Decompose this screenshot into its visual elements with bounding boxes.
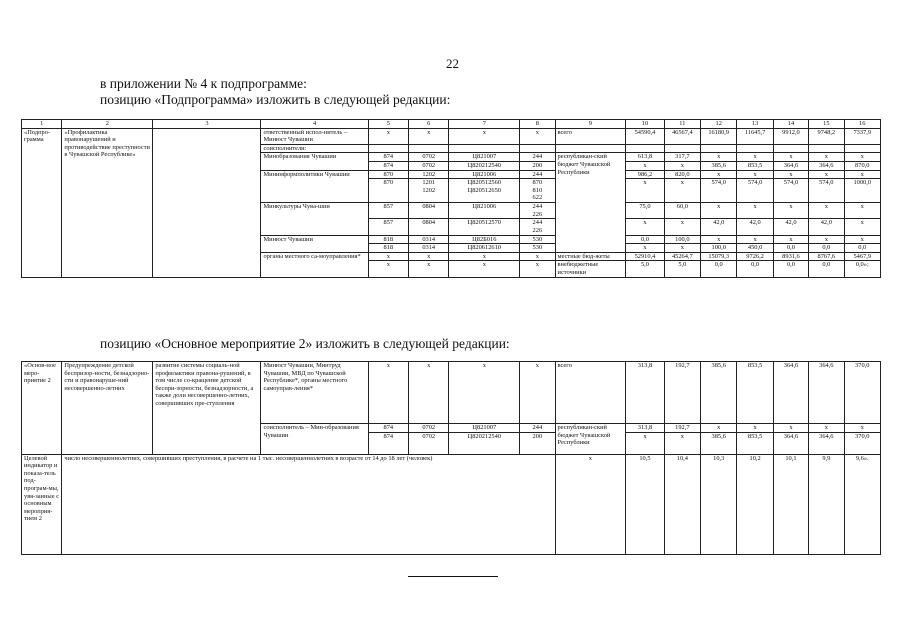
cell: x	[844, 235, 881, 244]
cell: 853,5	[737, 161, 773, 170]
coexecutor-minkult: Минкультуры Чува-шии	[261, 203, 368, 235]
cell: 42,0	[809, 219, 844, 235]
cell: 818	[368, 244, 408, 253]
main-activity-table	[21, 361, 881, 555]
cell: 1202	[409, 170, 449, 179]
cell: 45264,7	[664, 252, 700, 261]
cell: 364,6	[773, 432, 808, 454]
funding-source: всего	[555, 362, 626, 424]
cell: x	[626, 432, 664, 454]
cell: x	[701, 203, 737, 219]
cell: 317,7	[664, 153, 700, 162]
cell: x	[664, 432, 700, 454]
cell: 7337,9	[844, 128, 881, 144]
cell: Ц820512570	[449, 219, 520, 235]
cell: 5467,9	[844, 252, 881, 261]
coexecutor-minjust: Минюст Чувашии	[261, 235, 368, 252]
cell: 42,0	[773, 219, 808, 235]
funding-source: внебюджетные источники	[555, 261, 626, 277]
cell: x	[626, 244, 664, 253]
funding-source: республикан-ский бюджет Чувашской Республики	[555, 153, 626, 252]
cell: 870	[368, 170, 408, 179]
cell: 0702	[409, 161, 449, 170]
funding-source: местные бюд-жеты	[555, 252, 626, 261]
cell: x	[520, 128, 555, 144]
subprogram-table	[21, 119, 881, 278]
cell: 874	[368, 432, 408, 454]
cell: 613,8	[626, 153, 664, 162]
cell: 46567,4	[664, 128, 700, 144]
cell: 1000,0	[844, 179, 881, 203]
cell: 8767,6	[809, 252, 844, 261]
table-row	[22, 362, 881, 424]
cell: 364,6	[809, 432, 844, 454]
cell: 16180,9	[701, 128, 737, 144]
cell: 870	[368, 179, 408, 203]
header-cell: 7	[449, 120, 520, 129]
cell: x	[701, 235, 737, 244]
cell: 9726,2	[737, 252, 773, 261]
cell: x	[737, 170, 773, 179]
cell: 10,4	[664, 454, 700, 554]
cell: 10,5	[626, 454, 664, 554]
cell: 313,8	[626, 362, 664, 424]
cell: 530	[520, 244, 555, 253]
cell: x	[844, 153, 881, 162]
cell: x	[773, 170, 808, 179]
cell: 9,6».	[844, 454, 881, 554]
cell: x	[844, 170, 881, 179]
cell: 853,5	[737, 432, 773, 454]
cell: 364,6	[773, 161, 808, 170]
cell: 0,0	[626, 235, 664, 244]
header-cell: 6	[409, 120, 449, 129]
cell: 364,6	[773, 362, 808, 424]
cell: 0,0	[701, 261, 737, 277]
table-row	[22, 128, 881, 144]
coexecutor-minobr: Минобразования Чувашии	[261, 153, 368, 170]
coexecutor-minobr: соисполнитель – Мин-образования Чувашии	[261, 424, 368, 455]
cell: x	[449, 128, 520, 144]
cell: 313,8	[626, 424, 664, 433]
cell: 385,6	[701, 161, 737, 170]
responsible-executor: Минюст Чувашии, Минтруд Чувашии, МВД по Чувашской Республике*, органы местного самоуправ-ления*	[261, 362, 368, 424]
header-cell: 9	[555, 120, 626, 129]
cell: x	[409, 362, 449, 424]
cell: 5,0	[664, 261, 700, 277]
cell: 0,0	[844, 244, 881, 253]
cell: 244 226	[520, 203, 555, 219]
cell: x	[701, 170, 737, 179]
footer-rule	[408, 576, 498, 577]
cell: 75,0	[626, 203, 664, 219]
activity-goal: развитие системы социаль-ной профилактики правона-рушений, в том числе со-кращение детской беспри-зорности, безнадзорности, а также доли несовершенно-летних, совершивших пре-ступления	[153, 362, 261, 455]
cell: Ц82Б016	[449, 235, 520, 244]
cell: x	[626, 179, 664, 203]
cell: 986,2	[626, 170, 664, 179]
indicator-row	[22, 454, 881, 554]
header-cell: 4	[261, 120, 368, 129]
cell: 0314	[409, 235, 449, 244]
subprogram-goal	[153, 128, 261, 277]
cell: 42,0	[737, 219, 773, 235]
cell: x	[409, 252, 449, 261]
cell: x	[409, 128, 449, 144]
page-number: 22	[446, 56, 459, 71]
header-cell: 2	[62, 120, 153, 129]
cell: 9912,0	[773, 128, 808, 144]
cell: 192,7	[664, 424, 700, 433]
cell: Ц820612610	[449, 244, 520, 253]
responsible-executor: ответственный испол-нитель – Минюст Чувашии	[261, 128, 368, 144]
cell: x	[773, 153, 808, 162]
coexecutors-label: соисполнители:	[261, 144, 368, 153]
cell: Ц821006	[449, 203, 520, 219]
cell: 874	[368, 424, 408, 433]
header-cell: 8	[520, 120, 555, 129]
cell: x	[844, 424, 881, 433]
cell: 870 810 622	[520, 179, 555, 203]
cell: 244 226	[520, 219, 555, 235]
intro-line-2: позицию «Подпрограмма» изложить в следующей редакции:	[100, 92, 451, 107]
cell: x	[368, 128, 408, 144]
cell: 0,0»;	[844, 261, 881, 277]
subprogram-name: «Профилактика правонарушений и противодействие преступности в Чувашской Республике»	[62, 128, 153, 277]
cell: 857	[368, 219, 408, 235]
cell: 857	[368, 203, 408, 219]
cell: 10,3	[701, 454, 737, 554]
cell: 15079,3	[701, 252, 737, 261]
header-cell: 14	[773, 120, 808, 129]
cell: Ц820212540	[449, 432, 520, 454]
cell: 9,9	[809, 454, 844, 554]
cell: 60,0	[664, 203, 700, 219]
cell: 244	[520, 424, 555, 433]
intro-line-3: позицию «Основное мероприятие 2» изложить в следующей редакции:	[100, 336, 510, 351]
cell: x	[664, 161, 700, 170]
cell: 385,6	[701, 432, 737, 454]
cell: Ц821007	[449, 424, 520, 433]
local-government: органы местного са-моуправления*	[261, 252, 368, 277]
cell: x	[701, 424, 737, 433]
indicator-label: Целевой индикатор и показа-тель под-програм-мы, увя-занные с основным мероприя-тием 2	[22, 454, 62, 554]
cell: 100,0	[664, 235, 700, 244]
cell: 0804	[409, 203, 449, 219]
cell: x	[737, 203, 773, 219]
cell: 0,0	[773, 244, 808, 253]
cell: x	[520, 252, 555, 261]
header-cell: 16	[844, 120, 881, 129]
cell: 244	[520, 170, 555, 179]
cell: x	[773, 235, 808, 244]
funding-source: республикан-ский бюджет Чувашской Республики	[555, 424, 626, 455]
cell: 8931,6	[773, 252, 808, 261]
cell: 574,0	[737, 179, 773, 203]
cell: 870,0	[844, 161, 881, 170]
cell: x	[773, 424, 808, 433]
header-cell: 12	[701, 120, 737, 129]
cell: Ц821006	[449, 170, 520, 179]
cell: x	[664, 244, 700, 253]
cell: Ц821007	[449, 153, 520, 162]
cell: 5,0	[626, 261, 664, 277]
cell: x	[737, 235, 773, 244]
cell: 0804	[409, 219, 449, 235]
header-cell: 10	[626, 120, 664, 129]
cell: x	[368, 362, 408, 424]
cell: x	[844, 203, 881, 219]
subprogram-label: «Подпро-грамма	[22, 128, 62, 277]
cell: 574,0	[701, 179, 737, 203]
cell: x	[626, 219, 664, 235]
cell: x	[737, 424, 773, 433]
cell: x	[809, 424, 844, 433]
cell: x	[520, 261, 555, 277]
cell: 574,0	[773, 179, 808, 203]
cell: 0702	[409, 432, 449, 454]
cell: x	[520, 362, 555, 424]
cell: 385,6	[701, 362, 737, 424]
activity-label: «Основ-ное меро-приятие 2	[22, 362, 62, 455]
cell: x	[809, 235, 844, 244]
cell: 10,1	[773, 454, 808, 554]
cell: 0,0	[809, 261, 844, 277]
cell: 192,7	[664, 362, 700, 424]
cell: x	[449, 261, 520, 277]
cell: 200	[520, 161, 555, 170]
cell: x	[844, 219, 881, 235]
cell: 0702	[409, 424, 449, 433]
cell: x	[449, 362, 520, 424]
cell: 200	[520, 432, 555, 454]
cell: 54590,4	[626, 128, 664, 144]
cell: x	[368, 261, 408, 277]
intro-line-1: в приложении № 4 к подпрограмме:	[100, 76, 307, 91]
cell: 370,0	[844, 432, 881, 454]
cell: 42,0	[701, 219, 737, 235]
cell: 874	[368, 161, 408, 170]
funding-source: всего	[555, 128, 626, 144]
cell: 100,0	[701, 244, 737, 253]
header-cell: 11	[664, 120, 700, 129]
cell: x	[449, 252, 520, 261]
cell: 1201 1202	[409, 179, 449, 203]
cell: 450,0	[737, 244, 773, 253]
activity-name: Предупреждение детской беспризор-ности, безнадзорно-сти и правонаруше-ний несовершенно-летних	[62, 362, 153, 455]
header-cell: 3	[153, 120, 261, 129]
cell: Ц820512560 Ц820512650	[449, 179, 520, 203]
cell: x	[809, 203, 844, 219]
cell: 244	[520, 153, 555, 162]
header-row	[22, 120, 881, 129]
cell: 9748,2	[809, 128, 844, 144]
cell: x	[737, 153, 773, 162]
cell: x	[809, 153, 844, 162]
header-cell: 1	[22, 120, 62, 129]
cell: 0702	[409, 153, 449, 162]
cell: x	[664, 179, 700, 203]
cell: x	[701, 153, 737, 162]
cell: x	[809, 170, 844, 179]
cell: 530	[520, 235, 555, 244]
header-cell: 13	[737, 120, 773, 129]
cell: 0,0	[809, 244, 844, 253]
cell: Ц820212540	[449, 161, 520, 170]
cell: x	[409, 261, 449, 277]
cell: 820,0	[664, 170, 700, 179]
cell: 0,0	[773, 261, 808, 277]
cell: 574,0	[809, 179, 844, 203]
cell: 364,6	[809, 362, 844, 424]
coexecutor-mininform: Мининформполитики Чувашии	[261, 170, 368, 203]
header-cell: 5	[368, 120, 408, 129]
cell: 11645,7	[737, 128, 773, 144]
cell: x	[368, 252, 408, 261]
cell: 0,0	[737, 261, 773, 277]
cell: 874	[368, 153, 408, 162]
cell: x	[773, 203, 808, 219]
cell: 52910,4	[626, 252, 664, 261]
header-cell: 15	[809, 120, 844, 129]
cell: 818	[368, 235, 408, 244]
cell: 10,2	[737, 454, 773, 554]
cell: 0314	[409, 244, 449, 253]
cell: x	[626, 161, 664, 170]
cell: 370,0	[844, 362, 881, 424]
indicator-text: число несовершеннолетних, совершивших преступления, в расчете на 1 тыс. несовершеннолетних в возрасте от 14 до 18 лет (человек)	[62, 454, 555, 554]
cell: x	[555, 454, 626, 554]
cell: 853,5	[737, 362, 773, 424]
cell: x	[664, 219, 700, 235]
cell: 364,6	[809, 161, 844, 170]
